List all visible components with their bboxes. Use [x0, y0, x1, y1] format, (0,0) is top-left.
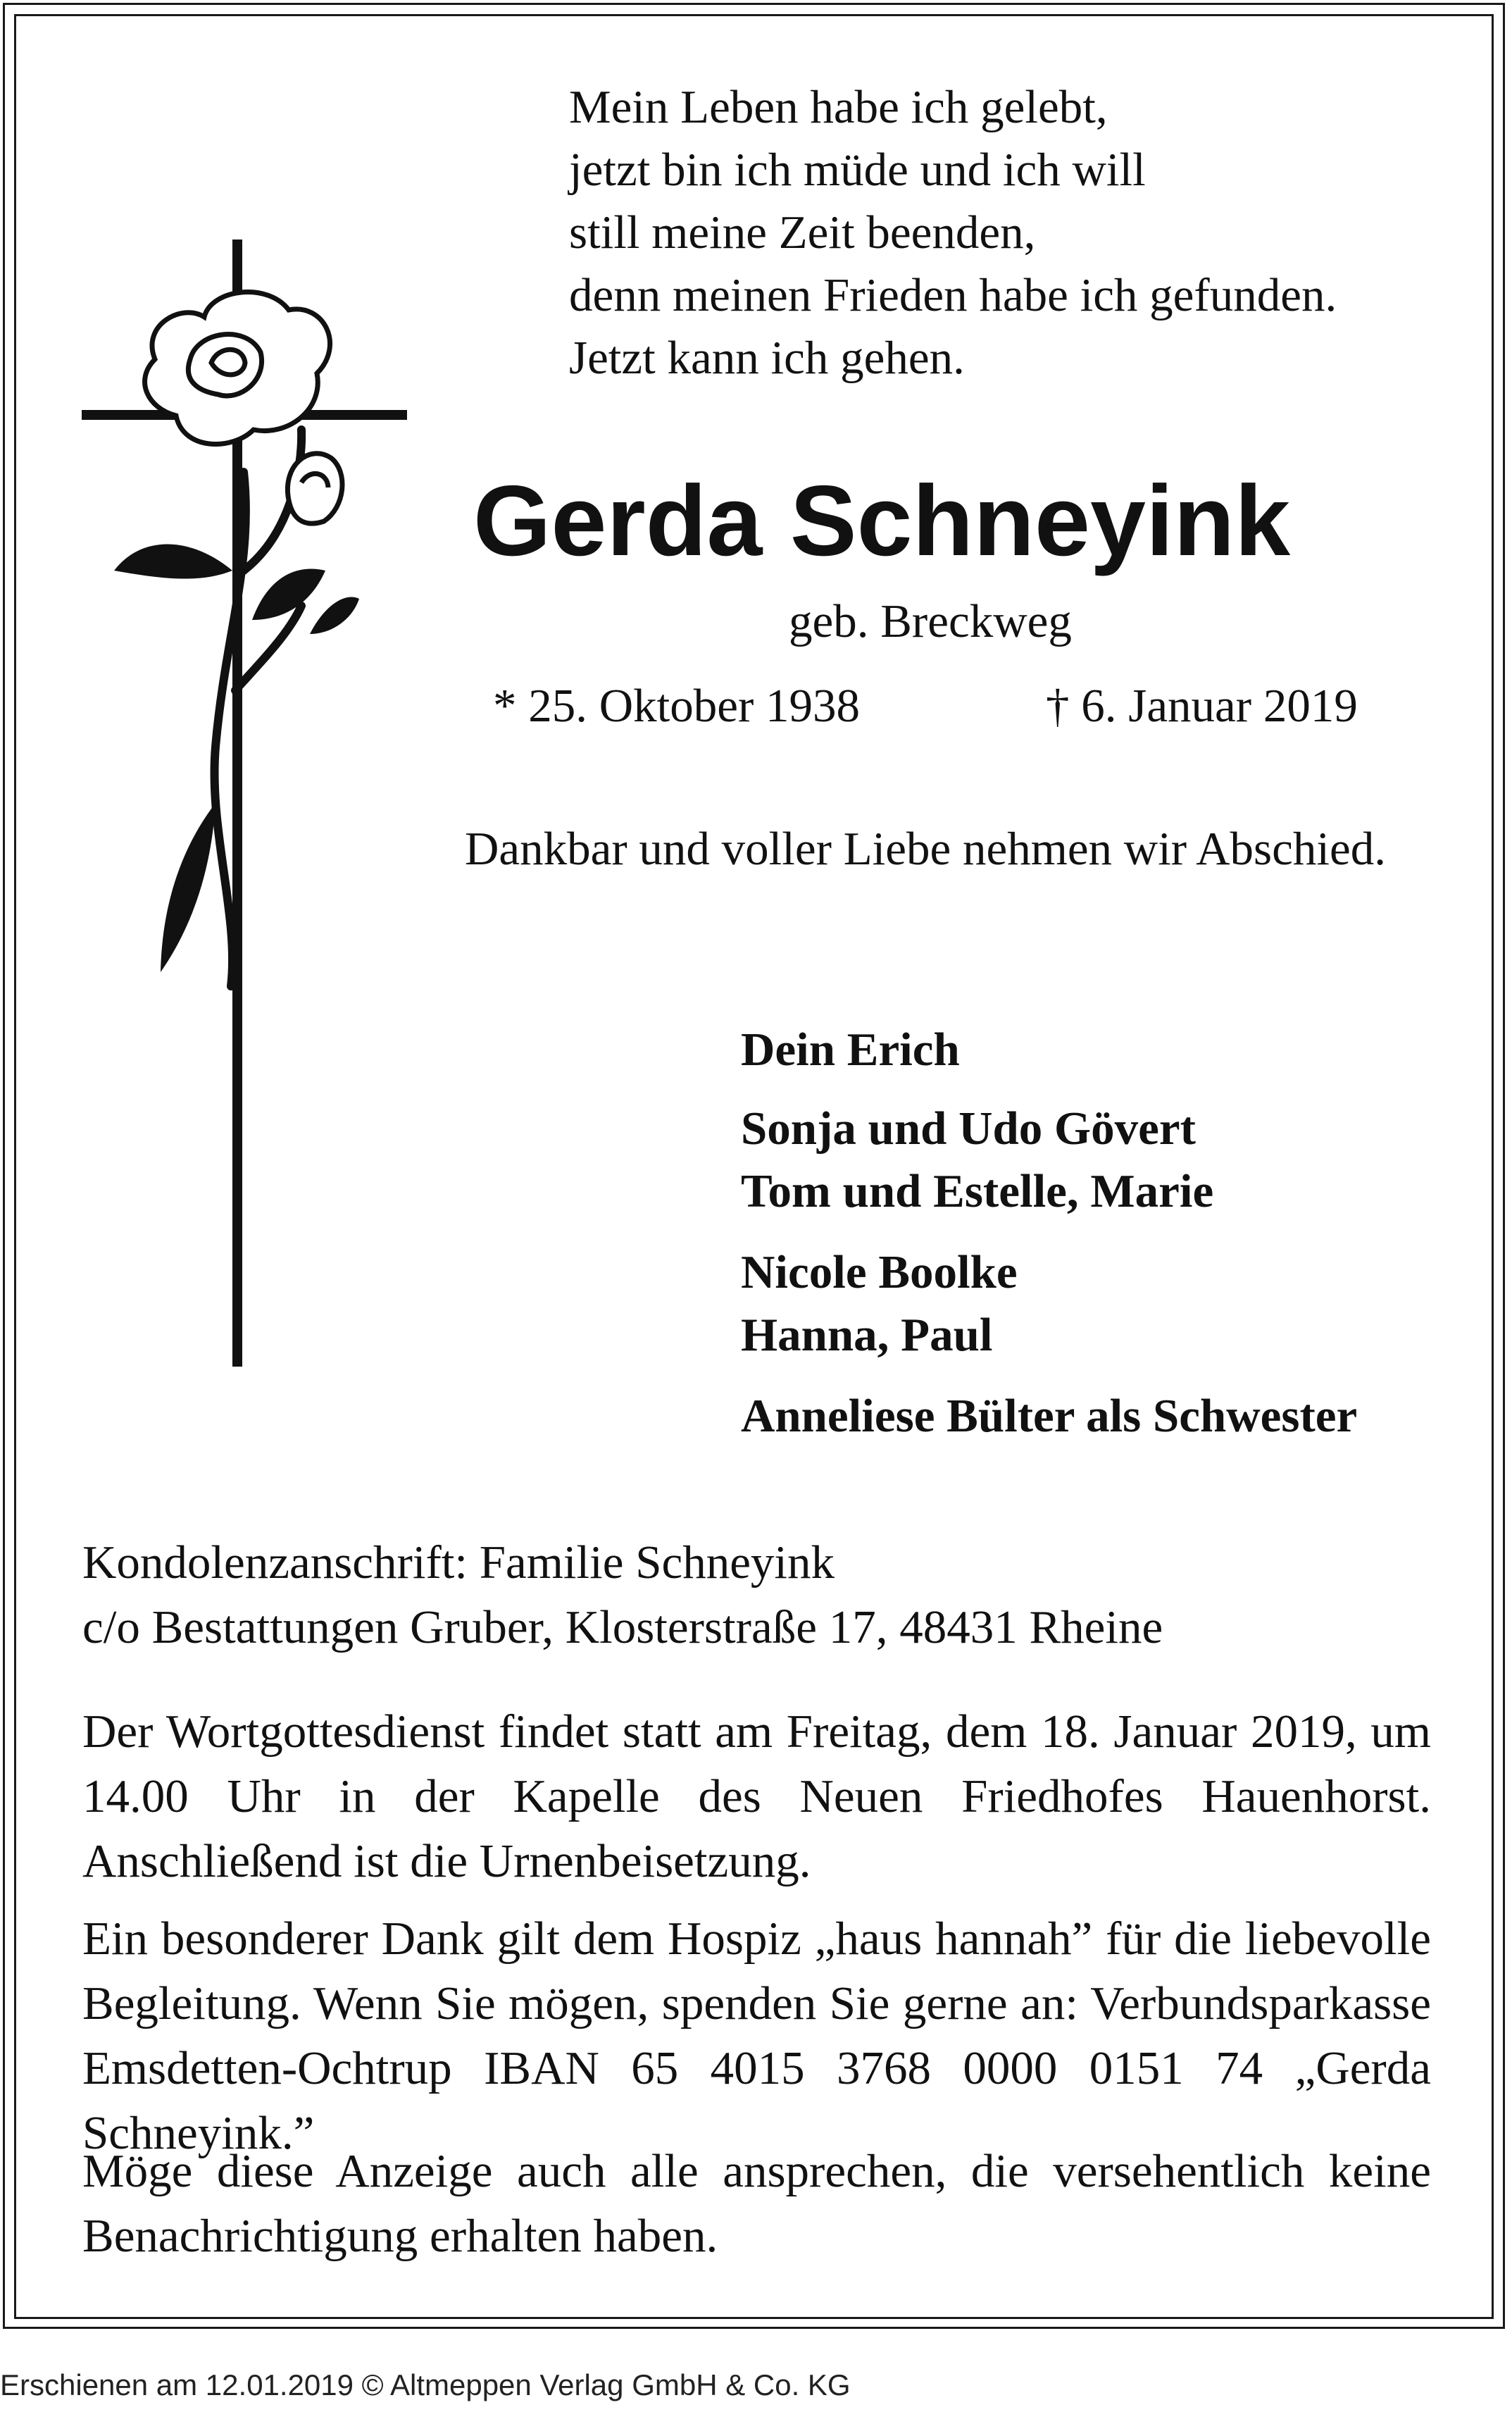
death-date: † 6. Januar 2019	[1046, 680, 1358, 732]
poem	[569, 76, 1337, 390]
mourner-name: Anneliese Bülter als Schwester	[741, 1390, 1358, 1442]
mourner-group	[741, 1019, 960, 1081]
poem-line: jetzt bin ich müde und ich will	[569, 144, 1146, 196]
poem-line: denn meinen Frieden habe ich gefunden.	[569, 269, 1337, 321]
mourner-name: Sonja und Udo Gövert	[741, 1102, 1196, 1155]
mourner-name: Nicole Boolke	[741, 1246, 1018, 1298]
publication-footer: Erschienen am 12.01.2019 © Altmeppen Verlag GmbH & Co. KG	[0, 2368, 851, 2401]
deceased-name: Gerda Schneyink	[473, 465, 1291, 577]
poem-line: Mein Leben habe ich gelebt,	[569, 81, 1108, 133]
mourner-name: Dein Erich	[741, 1024, 960, 1076]
service-paragraph: Der Wortgottesdienst findet statt am Freitag, dem 18. Januar 2019, um 14.00 Uhr in der Kapelle des Neuen Friedhofes Hauenhorst. Anschließend ist die Urnenbeisetzung.	[82, 1705, 1431, 1887]
poem-line: still meine Zeit beenden,	[569, 206, 1036, 259]
address-line: c/o Bestattungen Gruber, Klosterstraße 17, 48431 Rheine	[82, 1601, 1163, 1653]
condolence-address	[82, 1530, 1163, 1660]
thanks-paragraph: Ein besonderer Dank gilt dem Hospiz „haus hannah” für die liebevolle Begleitung. Wenn Sie mögen, spenden Sie gerne an: Verbundsparkasse Emsdetten-Ochtrup IBAN 65 4015 3768 0000 0151 74 „Gerda Schneyink.”	[82, 1913, 1431, 2159]
cross-with-roses-icon	[77, 240, 416, 1381]
mourner-group	[741, 1385, 1357, 1448]
birth-date: * 25. Oktober 1938	[493, 680, 861, 732]
mourner-group	[741, 1098, 1213, 1223]
poem-line: Jetzt kann ich gehen.	[569, 332, 965, 384]
farewell-text: Dankbar und voller Liebe nehmen wir Abschied.	[465, 823, 1386, 875]
address-line: Kondolenzanschrift: Familie Schneyink	[82, 1536, 835, 1589]
maiden-name: geb. Breckweg	[789, 595, 1072, 647]
mourner-name: Tom und Estelle, Marie	[741, 1165, 1214, 1217]
mourner-group	[741, 1241, 1018, 1367]
mourner-name: Hanna, Paul	[741, 1309, 993, 1361]
closing-paragraph: Möge diese Anzeige auch alle ansprechen, die versehentlich keine Benachrichtigung erhalten haben.	[82, 2145, 1431, 2262]
